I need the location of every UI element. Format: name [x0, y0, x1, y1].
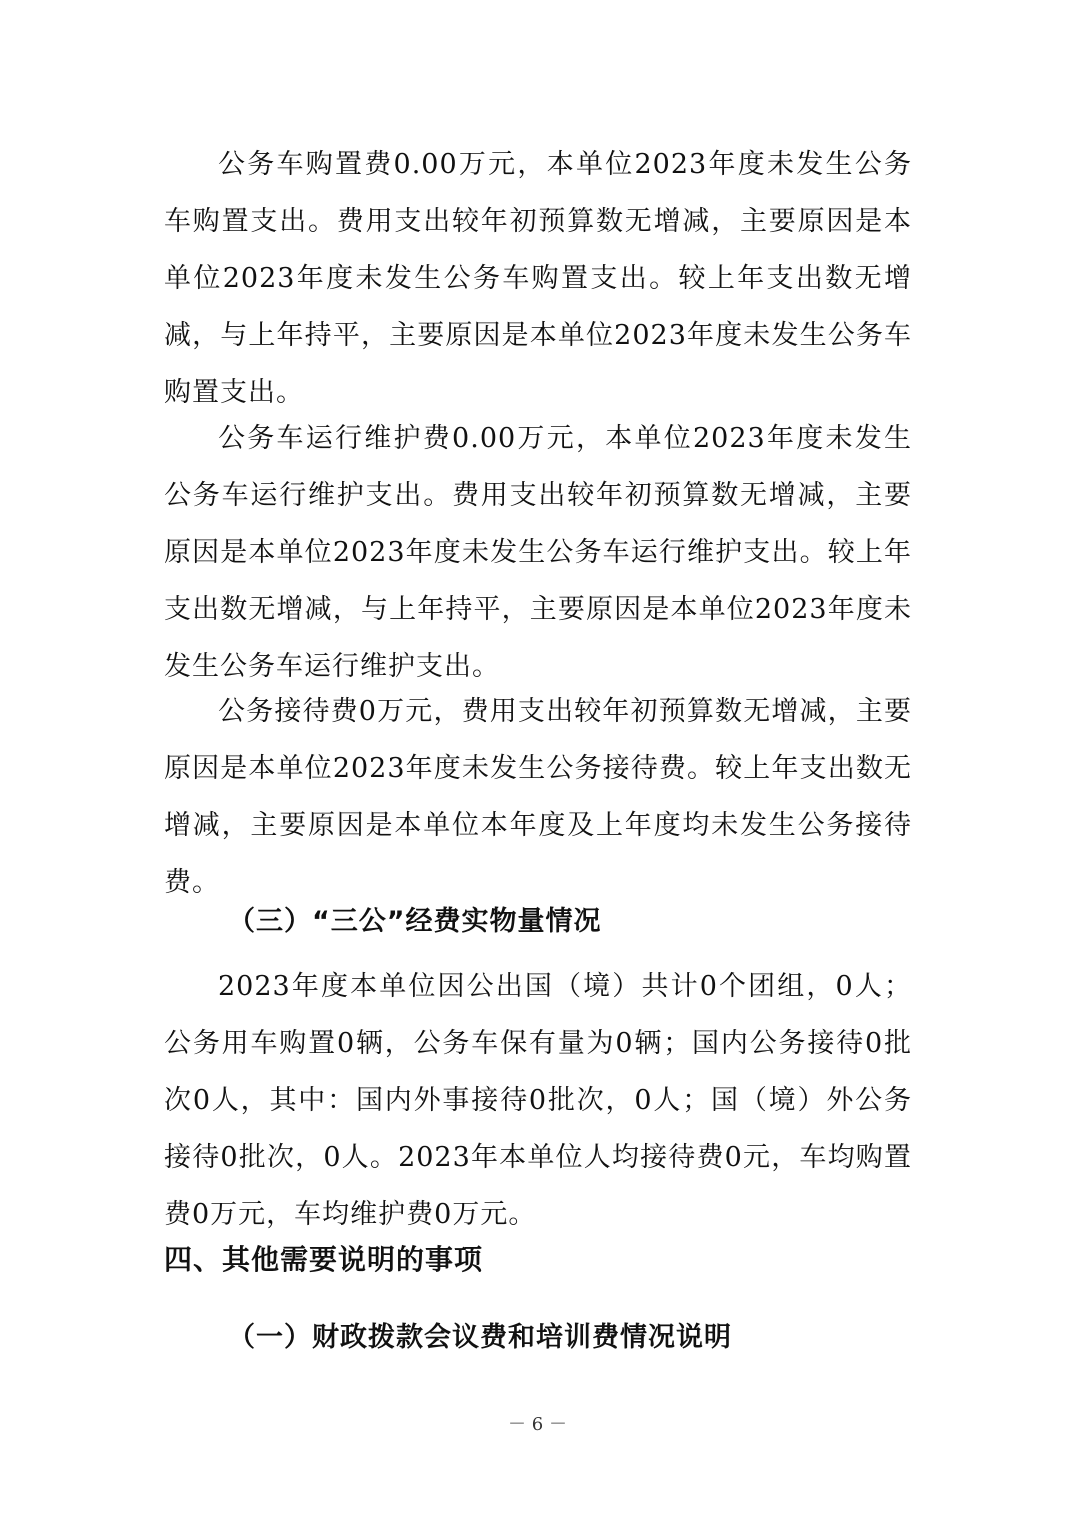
- section-heading-other-matters: 四、其他需要说明的事项: [164, 1243, 484, 1276]
- page-number: － 6 －: [508, 1414, 567, 1435]
- paragraph-vehicle-purchase: 公务车购置费0.00万元，本单位2023年度未发生公务车购置支出。费用支出较年初预算数无增减，主要原因是本单位2023年度未发生公务车购置支出。较上年支出数无增减，与上年持平，主要原因是本单位2023年度未发生公务车购置支出。: [164, 149, 912, 408]
- subheading-meeting-training-fees: （一）财政拨款会议费和培训费情况说明: [228, 1322, 732, 1353]
- paragraph-reception-fee: 公务接待费0万元，费用支出较年初预算数无增减，主要原因是本单位2023年度未发生公务接待费。较上年支出数无增减，主要原因是本单位本年度及上年度均未发生公务接待费。: [164, 696, 912, 898]
- paragraph-vehicle-maintenance: 公务车运行维护费0.00万元，本单位2023年度未发生公务车运行维护支出。费用支出较年初预算数无增减，主要原因是本单位2023年度未发生公务车运行维护支出。较上年支出数无增减，与上年持平，主要原因是本单位2023年度未发生公务车运行维护支出。: [164, 423, 912, 682]
- subheading-three-public-quantities: （三）“三公”经费实物量情况: [228, 906, 602, 937]
- paragraph-quantities: 2023年度本单位因公出国（境）共计0个团组，0人；公务用车购置0辆，公务车保有量为0辆；国内公务接待0批次0人，其中：国内外事接待0批次，0人；国（境）外公务接待0批次，0人。2023年本单位人均接待费0元，车均购置费0万元，车均维护费0万元。: [164, 971, 912, 1230]
